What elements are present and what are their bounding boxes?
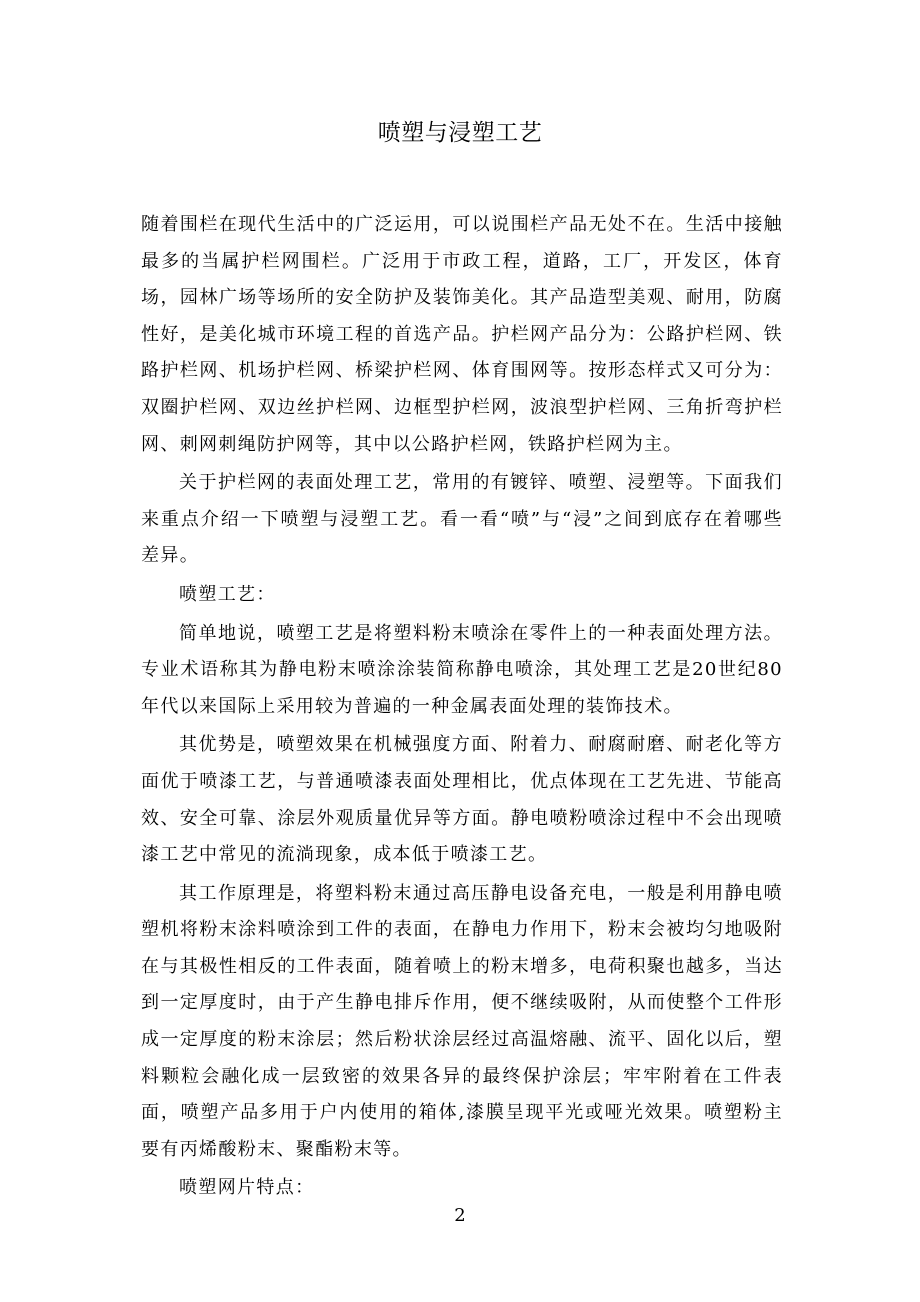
paragraph-surface-treatment: 关于护栏网的表面处理工艺，常用的有镀锌、喷塑、浸塑等。下面我们来重点介绍一下喷塑与浸塑工艺。看一看“喷”与“浸”之间到底存在着哪些差异。 — [141, 472, 783, 567]
page-number: 2 — [454, 1205, 466, 1226]
section-heading-spray-process: 喷塑工艺： — [179, 583, 276, 605]
document-body — [141, 207, 783, 1209]
paragraph-spray-advantages: 其优势是，喷塑效果在机械强度方面、附着力、耐腐耐磨、耐老化等方面优于喷漆工艺，与普通喷漆表面处理相比，优点体现在工艺先进、节能高效、安全可靠、涂层外观质量优异等方面。静电喷粉喷涂过程中不会出现喷漆工艺中常见的流淌现象，成本低于喷漆工艺。 — [141, 734, 783, 866]
paragraph-spray-principle: 其工作原理是，将塑料粉末通过高压静电设备充电，一般是利用静电喷塑机将粉末涂料喷涂到工件的表面，在静电力作用下，粉末会被均匀地吸附在与其极性相反的工件表面，随着喷上的粉末增多，电荷积聚也越多，当达到一定厚度时，由于产生静电排斥作用，便不继续吸附，从而使整个工件形成一定厚度的粉末涂层；然后粉状涂层经过高温熔融、流平、固化以后，塑料颗粒会融化成一层致密的效果各异的最终保护涂层；牢牢附着在工件表面，喷塑产品多用于户内使用的箱体,漆膜呈现平光或哑光效果。喷塑粉主要有丙烯酸粉末、聚酯粉末等。 — [141, 882, 783, 1160]
paragraph-guardrail-intro: 随着围栏在现代生活中的广泛运用，可以说围栏产品无处不在。生活中接触最多的当属护栏网围栏。广泛用于市政工程，道路，工厂，开发区，体育场，园林广场等场所的安全防护及装饰美化。其产品造型美观、耐用，防腐性好，是美化城市环境工程的首选产品。护栏网产品分为：公路护栏网、铁路护栏网、机场护栏网、桥梁护栏网、体育围网等。按形态样式又可分为：双圈护栏网、双边丝护栏网、边框型护栏网，波浪型护栏网、三角折弯护栏网、刺网刺绳防护网等，其中以公路护栏网，铁路护栏网为主。 — [141, 214, 783, 455]
paragraph-spray-definition: 简单地说，喷塑工艺是将塑料粉末喷涂在零件上的一种表面处理方法。专业术语称其为静电粉末喷涂涂装简称静电喷涂，其处理工艺是20世纪80年代以来国际上采用较为普遍的一种金属表面处理的装饰技术。 — [141, 622, 783, 717]
document-title: 喷塑与浸塑工艺 — [377, 120, 543, 146]
section-heading-spray-panel-features: 喷塑网片特点： — [179, 1177, 315, 1199]
